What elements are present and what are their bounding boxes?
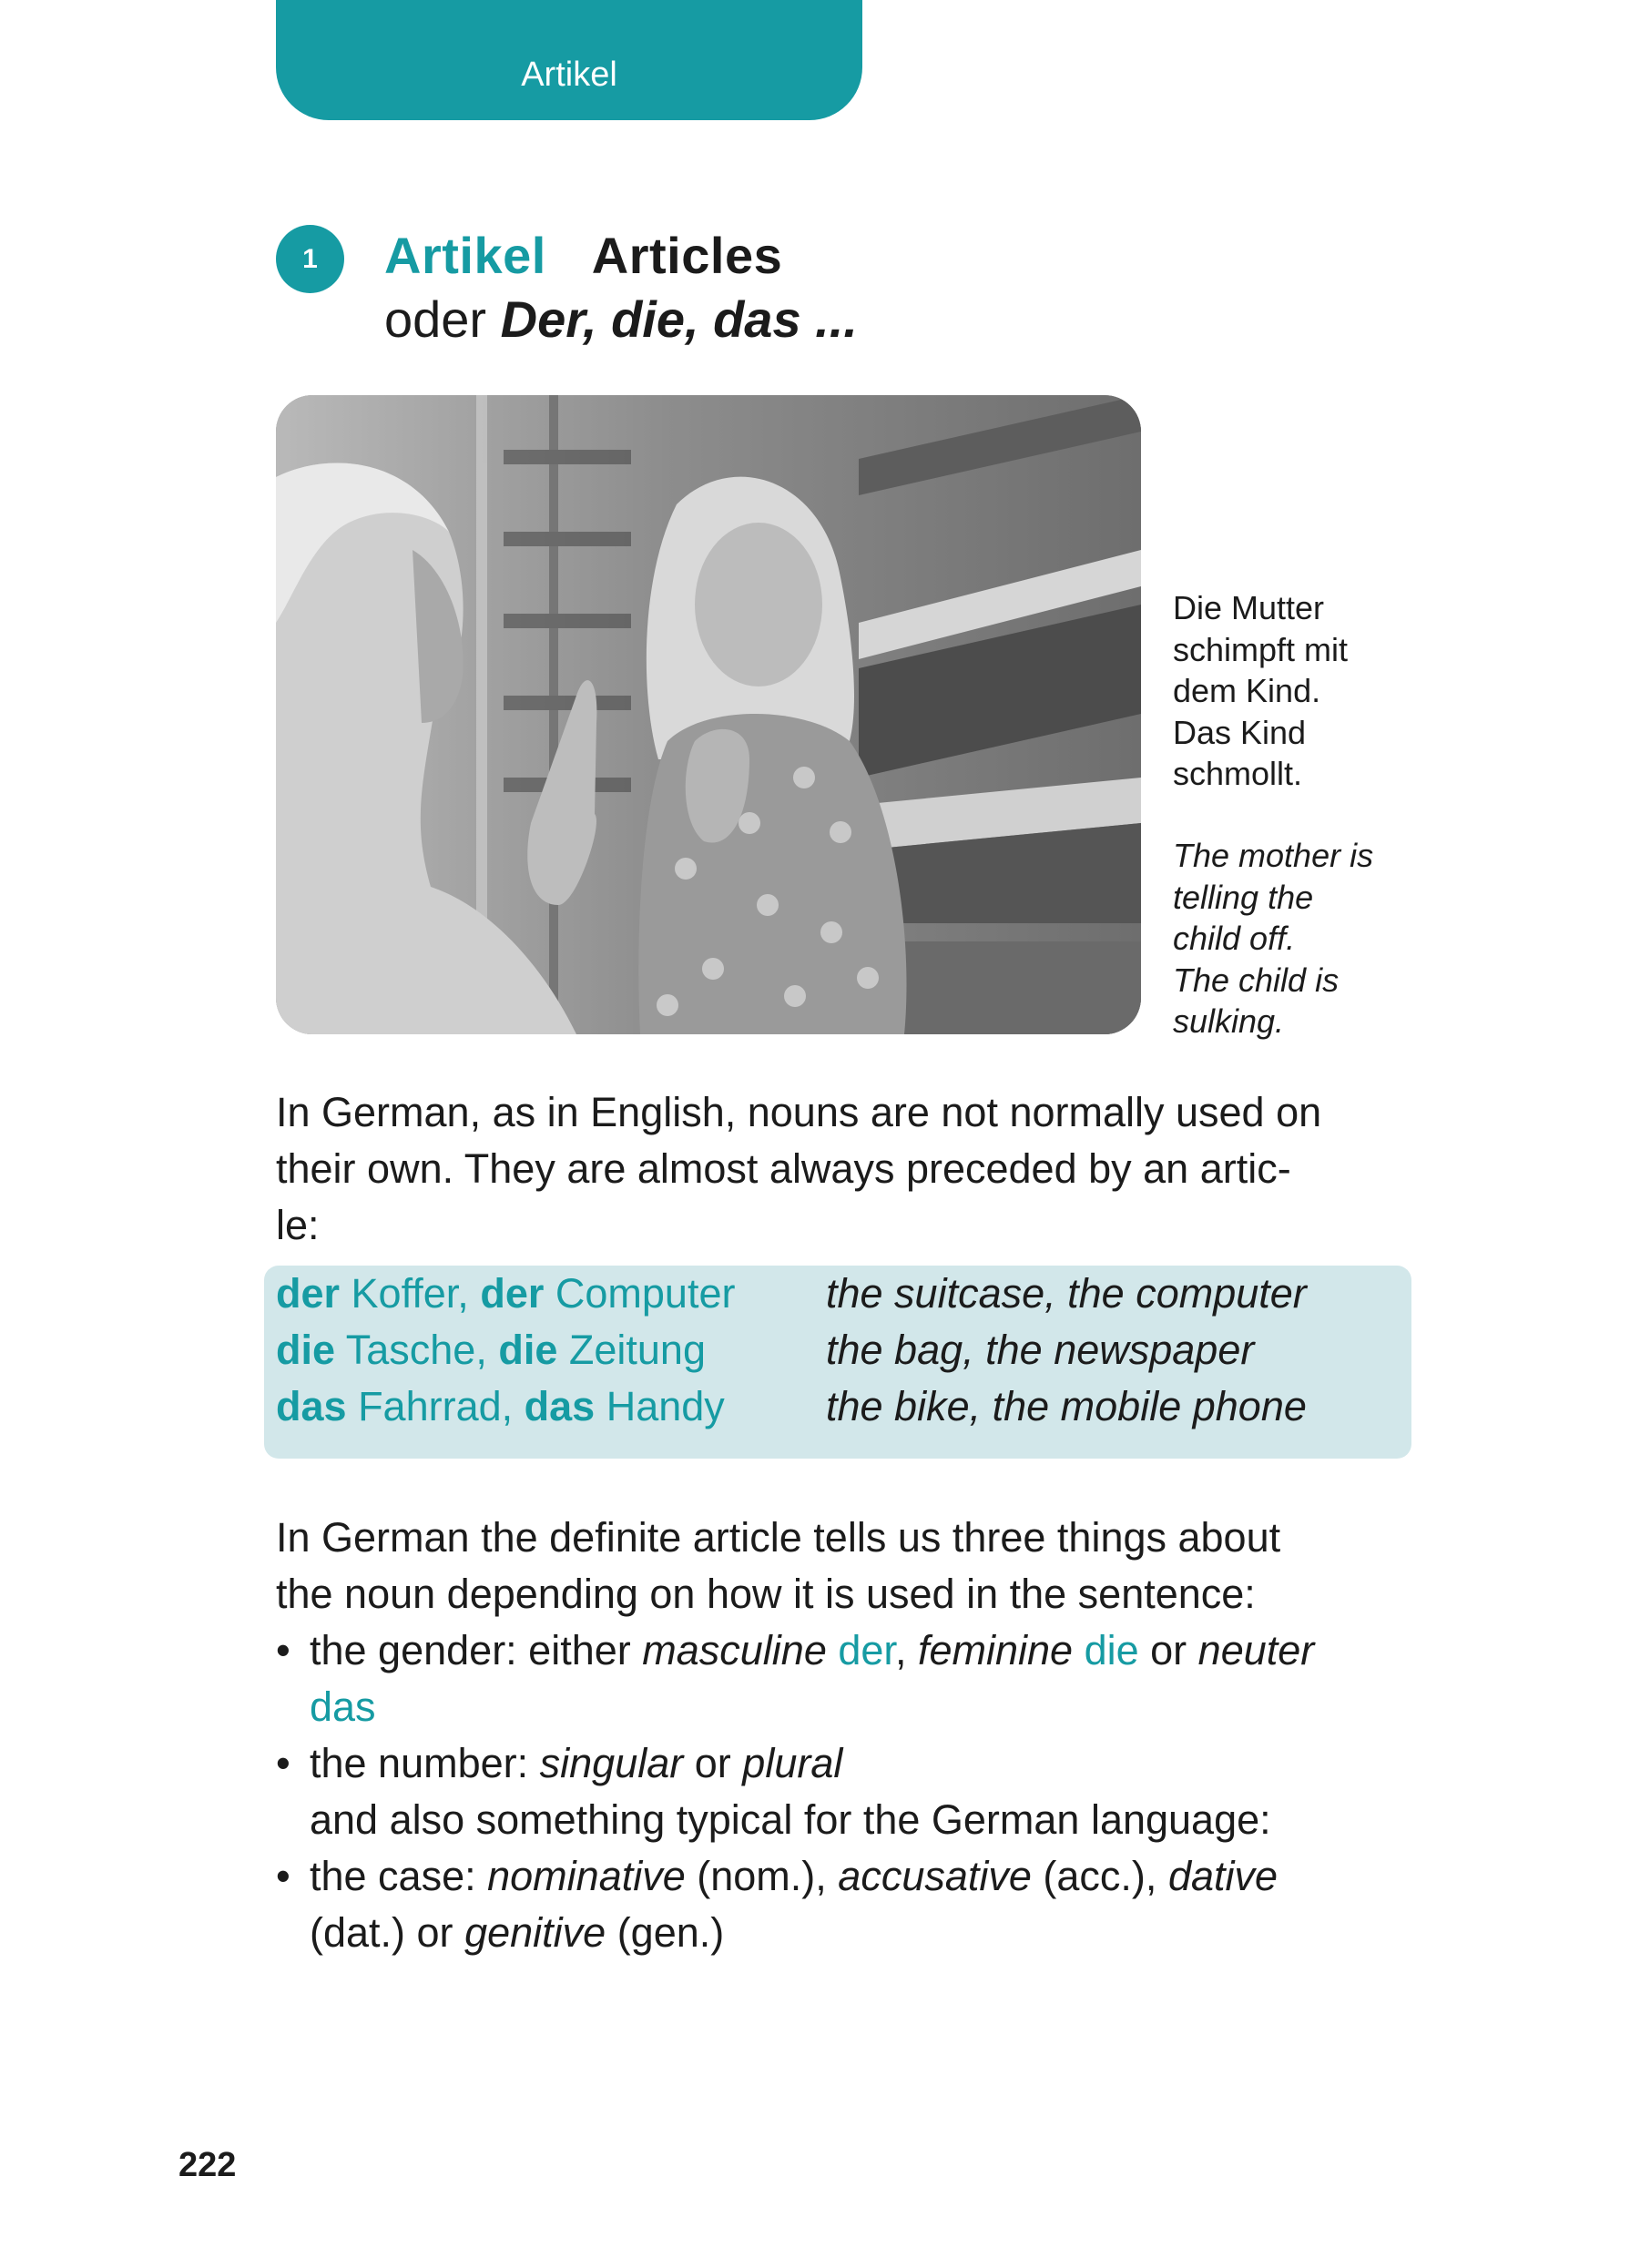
photo-caption-german (1173, 587, 1410, 795)
section-title (384, 226, 782, 285)
caption-de-line: schimpft mit (1173, 630, 1349, 668)
noun: Zeitung (568, 1327, 706, 1373)
explanation-bullets (276, 1622, 1414, 1961)
bullet-number: • the number: singular or plural (276, 1740, 843, 1786)
photo-illustration (276, 395, 1141, 1034)
intro-line: their own. They are almost always preceded by an artic- (276, 1145, 1291, 1192)
caption-en-line: sulking. (1173, 1002, 1285, 1040)
section-title-en: Articles (591, 227, 783, 284)
section-number-badge: 1 (276, 225, 344, 293)
noun: Fahrrad, (358, 1383, 514, 1429)
article: der (276, 1270, 341, 1317)
intro-paragraph (276, 1084, 1414, 1254)
caption-en-line: telling the (1173, 878, 1314, 916)
example-translation: the bag, the newspaper (826, 1327, 1255, 1373)
chapter-tab-label: Artikel (521, 56, 617, 94)
examples-box (264, 1266, 1411, 1459)
intro-line: In German, as in English, nouns are not normally used on (276, 1089, 1322, 1135)
example-row (276, 1322, 1254, 1378)
caption-en-line: The mother is (1173, 837, 1374, 874)
section-subtitle (384, 290, 858, 349)
example-translation: the suitcase, the computer (826, 1270, 1307, 1317)
bullet-gender: • the gender: either masculine der, feminine die or neuter das (276, 1627, 1315, 1730)
article: die (498, 1327, 558, 1373)
caption-de-line: Die Mutter (1173, 589, 1325, 626)
caption-en-line: The child is (1173, 961, 1340, 999)
caption-de-line: Das Kind (1173, 713, 1307, 751)
article: das (524, 1383, 596, 1429)
caption-de-line: schmollt. (1173, 755, 1303, 792)
article: der (480, 1270, 545, 1317)
explanation-paragraph (276, 1510, 1414, 1622)
photo-mother-and-child (276, 395, 1141, 1034)
bullet-case: • the case: nominative (nom.), accusative (acc.), dative (dat.) or genitive (gen.) (276, 1853, 1279, 1956)
photo-caption-english (1173, 835, 1410, 1042)
subtitle-example: Der, die, das ... (500, 290, 858, 348)
article: das (276, 1383, 347, 1429)
subtitle-prefix: oder (384, 290, 487, 348)
section-title-de: Artikel (384, 227, 546, 284)
caption-en-line: child off. (1173, 920, 1296, 957)
example-row (276, 1266, 1307, 1322)
intro-line: le: (276, 1202, 320, 1248)
noun: Handy (606, 1383, 725, 1429)
explanation-line: the noun depending on how it is used in the sentence: (276, 1571, 1256, 1617)
caption-de-line: dem Kind. (1173, 672, 1321, 709)
example-row (276, 1378, 1307, 1435)
explanation-line: In German the definite article tells us three things about (276, 1514, 1281, 1561)
page-number: 222 (178, 2146, 237, 2184)
article: die (276, 1327, 336, 1373)
noun: Tasche, (345, 1327, 487, 1373)
noun: Koffer, (351, 1270, 469, 1317)
example-translation: the bike, the mobile phone (826, 1383, 1307, 1429)
noun: Computer (555, 1270, 736, 1317)
also-line: and also something typical for the German language: (310, 1796, 1271, 1843)
chapter-tab (276, 0, 862, 120)
